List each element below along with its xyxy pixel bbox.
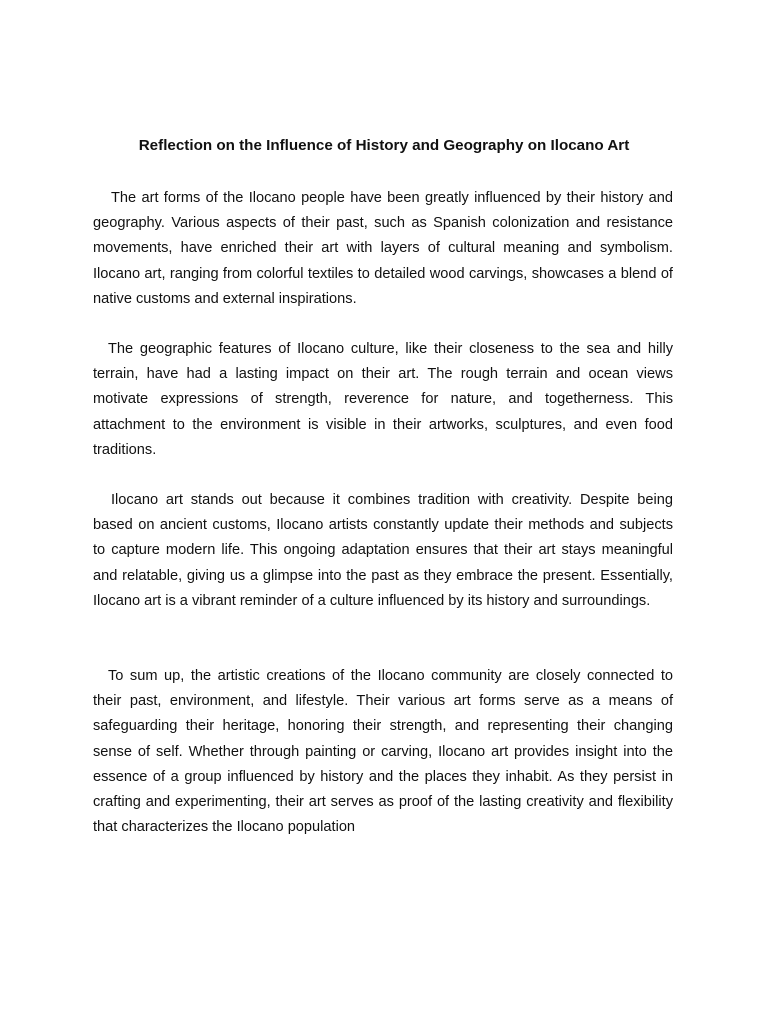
paragraph-conclusion: To sum up, the artistic creations of the Ilocano community are closely connected to their past, environment, and lifestyle. Their various art forms serve as a means of safeguarding their heritage, honoring their strength, and representing their changing sense of self. Whether through painting or carving, Ilocano art provides insight into the essence of a group influenced by history and the places they inhabit. As they persist in crafting and experimenting, their art serves as proof of the lasting creativity and flexibility that characterizes the Ilocano population xyxy=(93,668,673,836)
paragraph-tradition-creativity: Ilocano art stands out because it combines tradition with creativity. Despite being based on ancient customs, Ilocano artists constantly update their methods and subjects to capture modern life. This ongoing adaptation ensures that their art stays meaningful and relatable, giving us a glimpse into the past as they embrace the present. Essentially, Ilocano art is a vibrant reminder of a culture influenced by its history and surroundings. xyxy=(93,492,673,609)
paragraph-geographic-features: The geographic features of Ilocano culture, like their closeness to the sea and hilly terrain, have had a lasting impact on their art. The rough terrain and ocean views motivate expressions of strength, reverence for nature, and togetherness. This attachment to the environment is visible in their artworks, sculptures, and even food traditions. xyxy=(93,341,673,458)
document-title: Reflection on the Influence of History and Geography on Ilocano Art xyxy=(138,137,630,154)
paragraph-history-geography: The art forms of the Ilocano people have been greatly influenced by their history and geography. Various aspects of their past, such as Spanish colonization and resistance movements, have enriched their art with layers of cultural meaning and symbolism. Ilocano art, ranging from colorful textiles to detailed wood carvings, showcases a blend of native customs and external inspirations. xyxy=(93,190,673,307)
